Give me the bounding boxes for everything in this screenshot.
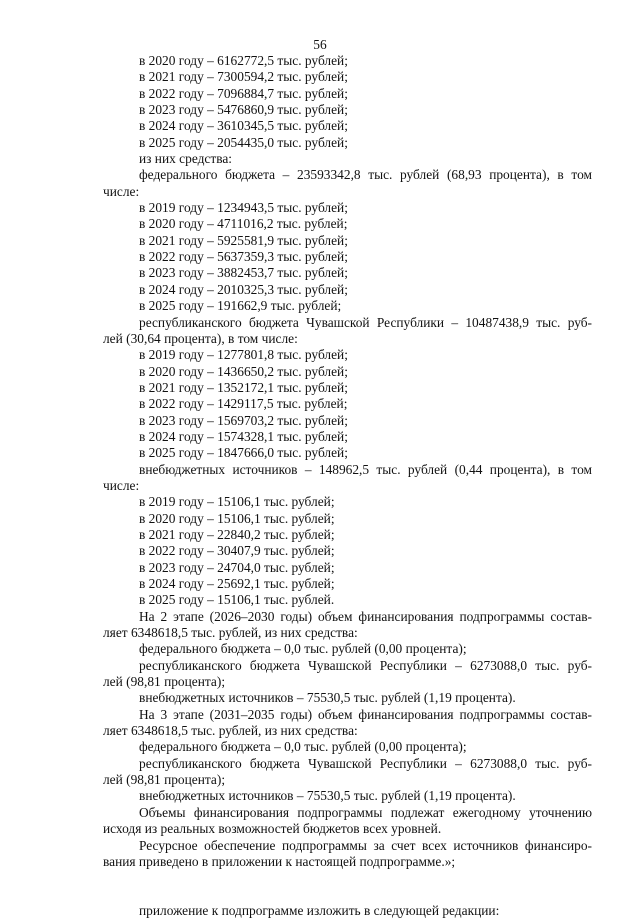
text-line: федерального бюджета – 0,0 тыс. рублей (0,00 процента); bbox=[139, 641, 467, 657]
blank-line bbox=[103, 870, 592, 903]
text-line: Объемы финансирования подпрограммы подлежат ежегодному уточнению bbox=[139, 804, 592, 820]
text-line: республиканского бюджета Чувашской Республики – 6273088,0 тыс. руб- bbox=[139, 657, 592, 673]
text-line: в 2023 году – 5476860,9 тыс. рублей; bbox=[139, 102, 348, 118]
text-line: в 2025 году – 191662,9 тыс. рублей; bbox=[139, 298, 342, 314]
text-line: в 2019 году – 15106,1 тыс. рублей; bbox=[139, 494, 335, 510]
text-line: внебюджетных источников – 75530,5 тыс. рублей (1,19 процента). bbox=[139, 788, 516, 804]
document-body bbox=[103, 53, 592, 920]
text-line: в 2024 году – 25692,1 тыс. рублей; bbox=[139, 576, 335, 591]
text-line: ляет 6348618,5 тыс. рублей, из них средства: bbox=[103, 625, 358, 641]
text-line: в 2025 году – 2054435,0 тыс. рублей; bbox=[139, 134, 348, 150]
text-line: числе: bbox=[103, 477, 140, 493]
text-line: в 2020 году – 4711016,2 тыс. рублей; bbox=[139, 216, 348, 232]
text-line: На 2 этапе (2026–2030 годы) объем финансирования подпрограммы состав- bbox=[139, 608, 592, 624]
text-line: в 2023 году – 3882453,7 тыс. рублей; bbox=[139, 265, 348, 281]
text-line: числе: bbox=[103, 183, 140, 199]
text-line: внебюджетных источников – 148962,5 тыс. рублей (0,44 процента), в том bbox=[139, 461, 592, 477]
text-line: в 2023 году – 24704,0 тыс. рублей; bbox=[139, 559, 335, 575]
text-line: в 2025 году – 1847666,0 тыс. рублей; bbox=[139, 445, 348, 461]
text-line: республиканского бюджета Чувашской Республики – 6273088,0 тыс. руб- bbox=[139, 755, 592, 771]
text-line: Ресурсное обеспечение подпрограммы за счет всех источников финансиро- bbox=[139, 837, 592, 853]
text-line: в 2019 году – 1277801,8 тыс. рублей; bbox=[139, 347, 348, 363]
text-line: в 2022 году – 5637359,3 тыс. рублей; bbox=[139, 249, 348, 265]
text-line: приложение к подпрограмме изложить в следующей редакции: bbox=[139, 903, 500, 919]
text-line: в 2022 году – 30407,9 тыс. рублей; bbox=[139, 543, 335, 559]
text-line: На 3 этапе (2031–2035 годы) объем финансирования подпрограммы состав- bbox=[139, 706, 592, 722]
text-line: в 2025 году – 15106,1 тыс. рублей. bbox=[139, 592, 335, 608]
text-line: внебюджетных источников – 75530,5 тыс. рублей (1,19 процента). bbox=[139, 690, 516, 706]
text-line: лей (30,64 процента), в том числе: bbox=[103, 330, 298, 346]
text-line: в 2020 году – 1436650,2 тыс. рублей; bbox=[139, 363, 348, 379]
text-line: в 2022 году – 7096884,7 тыс. рублей; bbox=[139, 85, 348, 101]
text-line: в 2023 году – 1569703,2 тыс. рублей; bbox=[139, 412, 348, 428]
text-line: в 2024 году – 1574328,1 тыс. рублей; bbox=[139, 428, 348, 444]
text-line: республиканского бюджета Чувашской Республики – 10487438,9 тыс. руб- bbox=[139, 314, 592, 330]
text-line: в 2024 году – 3610345,5 тыс. рублей; bbox=[139, 118, 348, 134]
text-line: ляет 6348618,5 тыс. рублей, из них средства: bbox=[103, 723, 358, 739]
text-line: лей (98,81 процента); bbox=[103, 674, 226, 690]
text-line: в 2021 году – 22840,2 тыс. рублей; bbox=[139, 526, 335, 542]
text-line: федерального бюджета – 0,0 тыс. рублей (0,00 процента); bbox=[139, 739, 467, 755]
page-number: 56 bbox=[313, 37, 327, 52]
text-line: вания приведено в приложении к настоящей подпрограмме.»; bbox=[103, 853, 456, 869]
text-line: в 2021 году – 7300594,2 тыс. рублей; bbox=[139, 69, 348, 85]
text-line: в 2024 году – 2010325,3 тыс. рублей; bbox=[139, 281, 348, 297]
text-line: из них средства: bbox=[139, 151, 233, 167]
text-line: в 2021 году – 5925581,9 тыс. рублей; bbox=[139, 232, 348, 248]
text-line: в 2022 году – 1429117,5 тыс. рублей; bbox=[139, 396, 348, 412]
text-line: федерального бюджета – 23593342,8 тыс. рублей (68,93 процента), в том bbox=[139, 167, 592, 183]
text-line: в 2020 году – 6162772,5 тыс. рублей; bbox=[139, 53, 348, 68]
text-line: исходя из реальных возможностей бюджетов всех уровней. bbox=[103, 821, 442, 837]
text-line: в 2021 году – 1352172,1 тыс. рублей; bbox=[139, 379, 348, 395]
text-line: в 2020 году – 15106,1 тыс. рублей; bbox=[139, 510, 335, 526]
text-line: в 2019 году – 1234943,5 тыс. рублей; bbox=[139, 200, 348, 216]
text-line: лей (98,81 процента); bbox=[103, 772, 226, 788]
